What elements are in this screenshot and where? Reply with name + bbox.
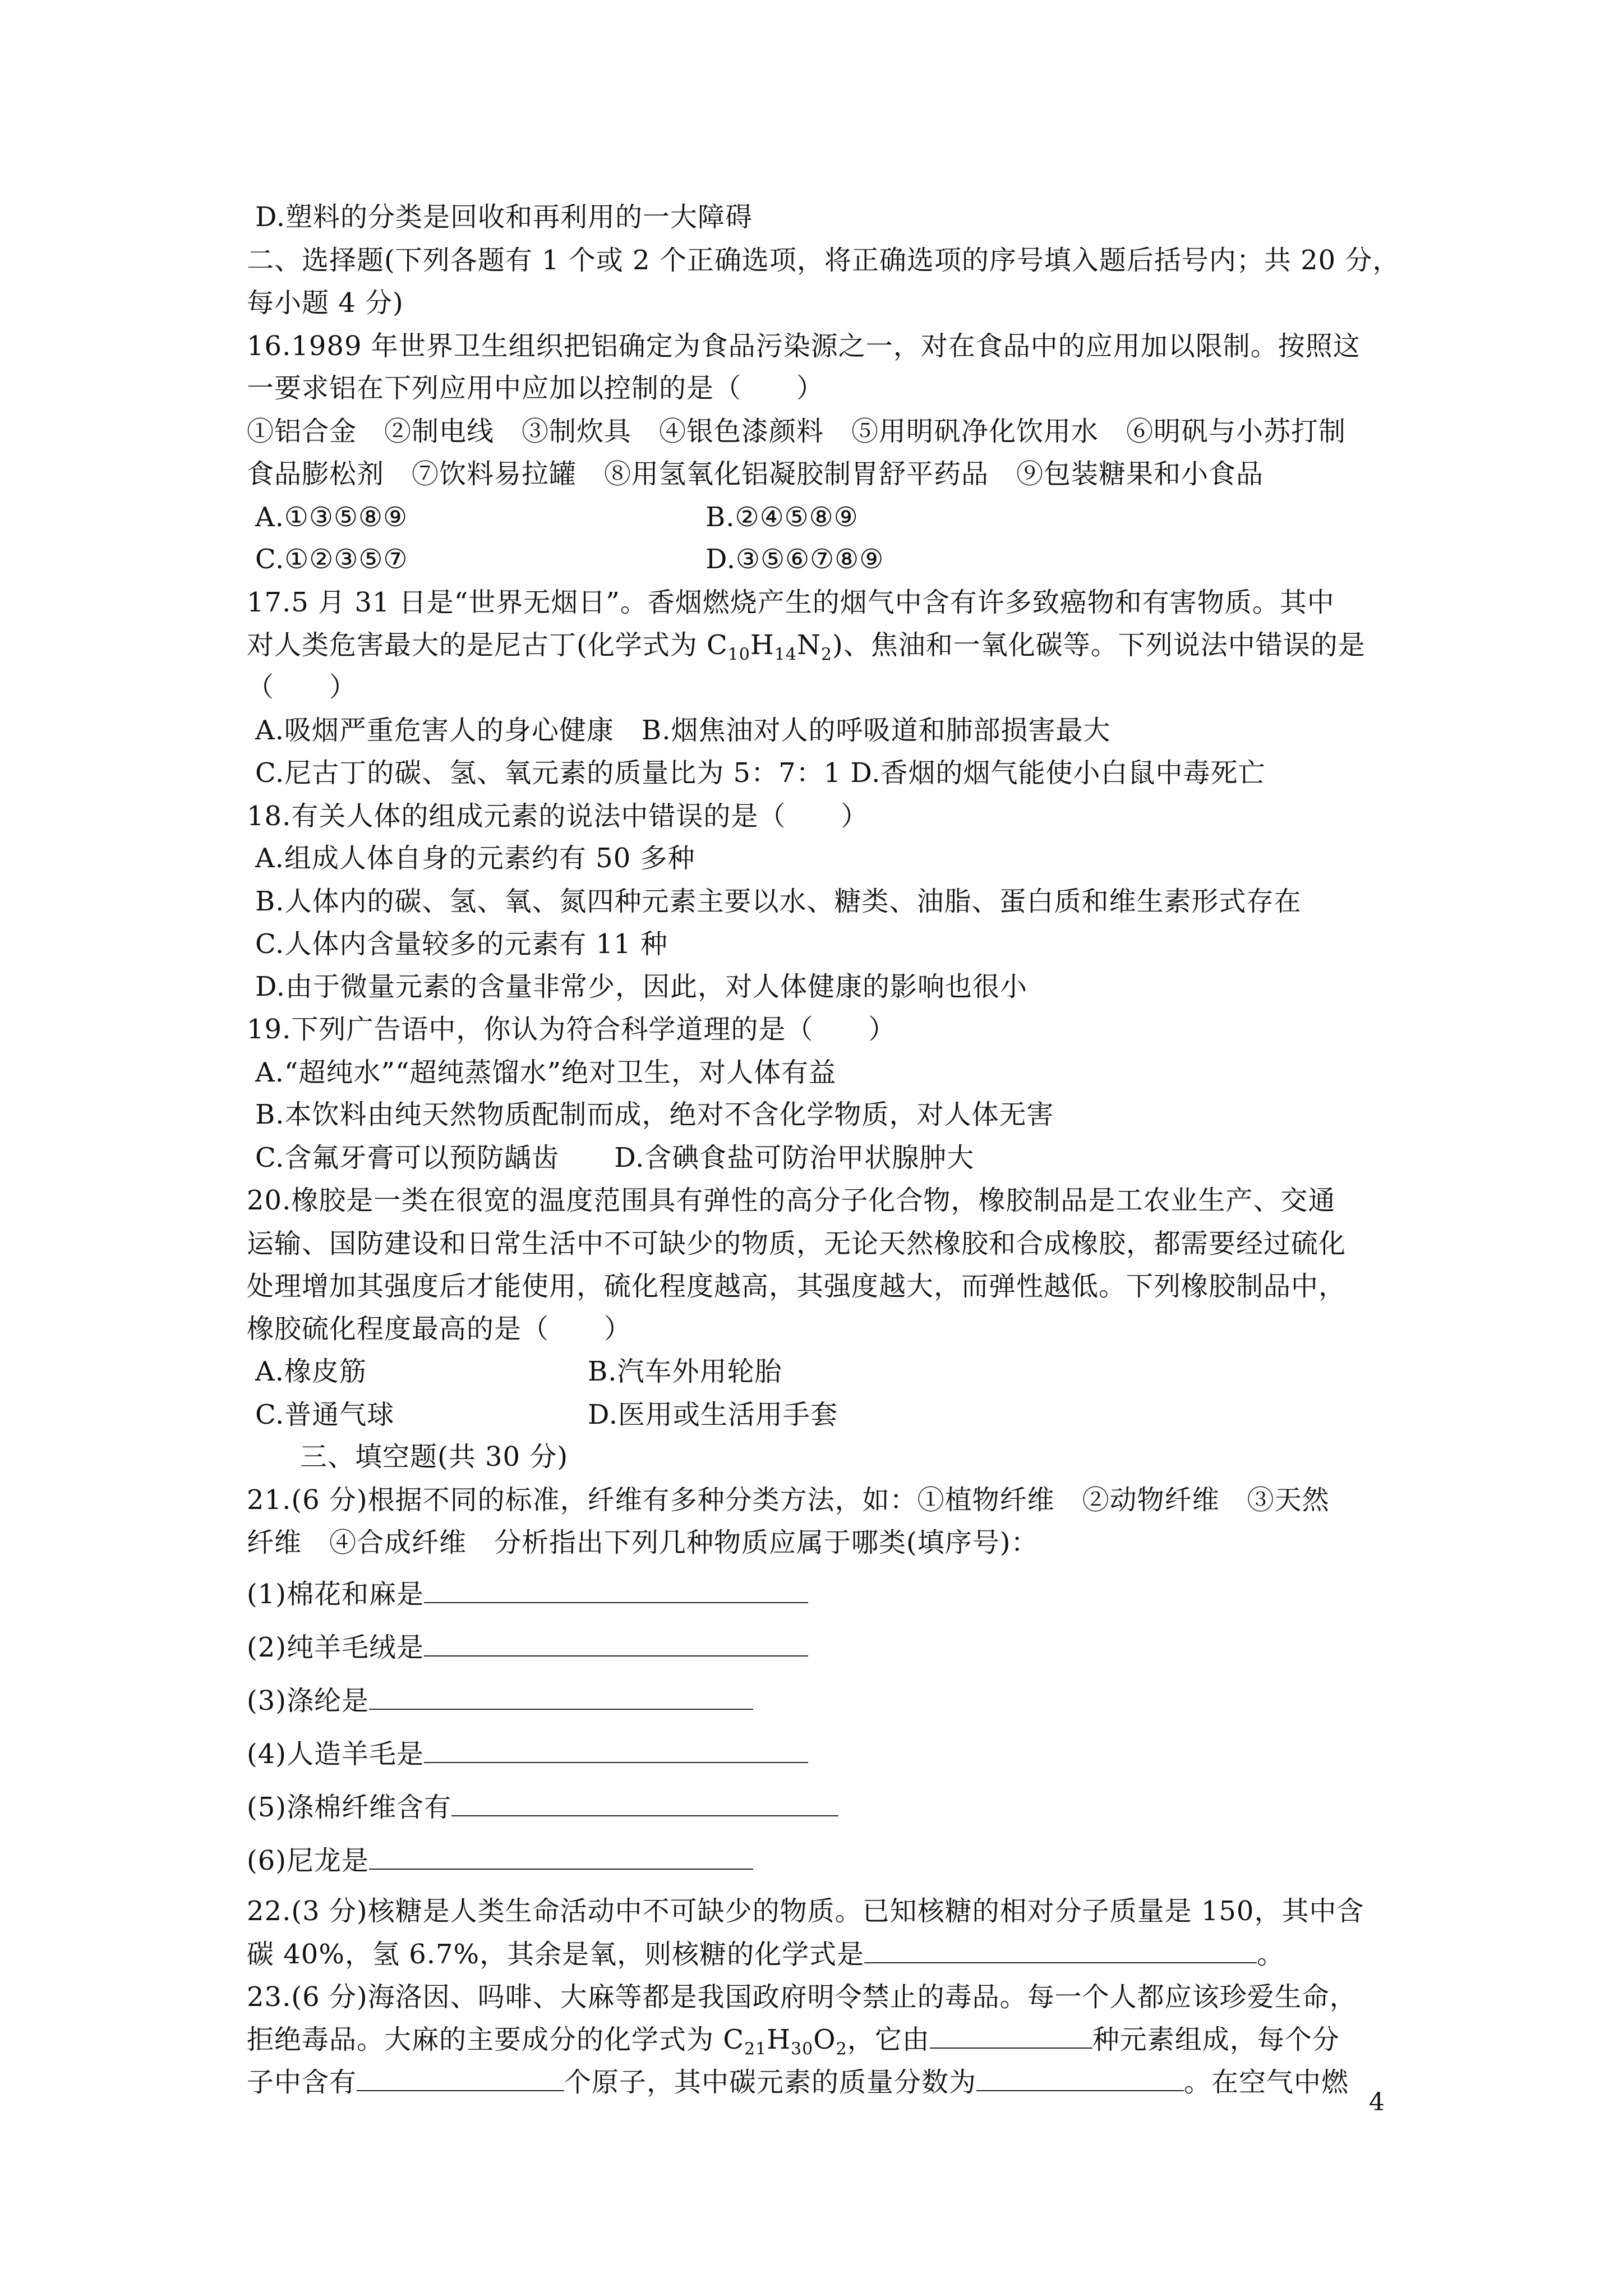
- q17-options-ab: [255, 712, 1110, 748]
- question-text: 22.(3 分)核糖是人类生命活动中不可缺少的物质。已知核糖的相对分子质量是 150，其中含: [247, 1895, 1364, 1927]
- subscript: 2: [836, 2039, 847, 2059]
- question-text: 16.1989 年世界卫生组织把铝确定为食品污染源之一，对在食品中的应用加以限制。按照这: [247, 330, 1361, 362]
- item-text: (5)涤棉纤维含有: [247, 1792, 451, 1823]
- answer-bracket: [247, 669, 357, 705]
- question-text: 21.(6 分)根据不同的标准，纤维有多种分类方法，如：①植物纤维 ②动物纤维 ③天然: [247, 1484, 1330, 1516]
- option-text: B.人体内的碳、氢、氧、氮四种元素主要以水、糖类、油脂、蛋白质和维生素形式存在: [255, 886, 1302, 917]
- question-21-cont: [247, 1525, 1038, 1561]
- formula-element: N: [796, 629, 821, 661]
- question-16: [247, 328, 1361, 364]
- option-text: C.人体内含量较多的元素有 11 种: [255, 928, 668, 960]
- answer-blank[interactable]: [357, 2067, 564, 2091]
- question-20-cont-2: [247, 1268, 1346, 1304]
- answer-bracket-text: （ ）: [247, 671, 357, 703]
- q21-item-4: [247, 1736, 808, 1772]
- option-text: A.组成人体自身的元素约有 50 多种: [255, 843, 695, 874]
- subscript: 10: [727, 645, 750, 665]
- formula-element: H: [767, 2024, 791, 2055]
- formula-element: H: [750, 629, 774, 661]
- option-d-line: [255, 199, 753, 235]
- q21-item-6: [247, 1843, 753, 1879]
- section-3-heading: [300, 1439, 568, 1475]
- question-text: 20.橡胶是一类在很宽的温度范围具有弹性的高分子化合物，橡胶制品是工农业生产、交通: [247, 1185, 1336, 1216]
- subscript: 30: [791, 2039, 814, 2059]
- q16-option-c: [255, 541, 408, 577]
- subscript: 14: [774, 645, 797, 665]
- q16-option-a: [255, 499, 408, 535]
- question-20-cont-3: [247, 1311, 631, 1347]
- question-18: [247, 798, 868, 834]
- question-text: 17.5 月 31 日是“世界无烟日”。香烟燃烧产生的烟气中含有许多致癌物和有害物质。其中: [247, 587, 1335, 618]
- option-text: C.尼古丁的碳、氢、氧元素的质量比为 5：7：1 D.香烟的烟气能使小白鼠中毒死亡: [255, 757, 1266, 789]
- q21-item-2: [247, 1630, 808, 1665]
- question-22-cont: [247, 1936, 1284, 1972]
- item-text: (4)人造羊毛是: [247, 1738, 424, 1770]
- q18-option-c: [255, 926, 668, 962]
- question-text: 处理增加其强度后才能使用，硫化程度越高，其强度越大，而弹性越低。下列橡胶制品中，: [247, 1271, 1347, 1302]
- item-text: (3)涤纶是: [247, 1685, 369, 1717]
- question-text: 子中含有: [247, 2067, 357, 2098]
- question-text: 。: [1257, 1939, 1285, 1970]
- q19-option-a: [255, 1055, 836, 1091]
- item-text: (6)尼龙是: [247, 1845, 369, 1876]
- question-16-items: [247, 413, 1346, 449]
- q16-option-b: [706, 499, 859, 535]
- question-text: 纤维 ④合成纤维 分析指出下列几种物质应属于哪类(填序号)：: [247, 1527, 1039, 1558]
- option-text: A.“超纯水”“超纯蒸馏水”绝对卫生，对人体有益: [255, 1057, 837, 1088]
- question-text: 19.下列广告语中，你认为符合科学道理的是（ ）: [247, 1014, 896, 1045]
- q20-option-d: [588, 1397, 838, 1433]
- question-20: [247, 1182, 1335, 1218]
- question-22: [247, 1893, 1364, 1929]
- question-text: 碳 40%，氢 6.7%，其余是氧，则核糖的化学式是: [247, 1939, 865, 1970]
- answer-blank[interactable]: [369, 1685, 753, 1710]
- answer-blank[interactable]: [864, 1939, 1257, 1963]
- subscript: 2: [820, 645, 833, 665]
- question-text: 18.有关人体的组成元素的说法中错误的是（ ）: [247, 800, 869, 832]
- q18-option-a: [255, 840, 695, 876]
- q21-item-1: [247, 1576, 808, 1612]
- section-2-heading: [247, 242, 1400, 278]
- option-text: D.由于微量元素的含量非常少，因此，对人体健康的影响也很小: [255, 971, 1028, 1002]
- question-19: [247, 1011, 896, 1047]
- q19-options-cd: [255, 1140, 974, 1176]
- item-text: (2)纯羊毛绒是: [247, 1632, 424, 1663]
- question-text: 一要求铝在下列应用中应加以控制的是（ ）: [247, 372, 824, 404]
- question-text: 。在空气中燃: [1184, 2067, 1349, 2098]
- answer-blank[interactable]: [930, 2024, 1092, 2049]
- section-heading-text: 二、选择题(下列各题有 1 个或 2 个正确选项，将正确选项的序号填入题后括号内；共 20 分，: [247, 245, 1400, 276]
- question-text: 运输、国防建设和日常生活中不可缺少的物质，无论天然橡胶和合成橡胶，都需要经过硫化: [247, 1228, 1347, 1259]
- option-text: B.②④⑤⑧⑨: [706, 501, 859, 533]
- q20-option-b: [588, 1354, 782, 1389]
- question-text: 食品膨松剂 ⑦饮料易拉罐 ⑧用氢氧化铝凝胶制胃舒平药品 ⑨包装糖果和小食品: [247, 458, 1264, 490]
- q18-option-b: [255, 884, 1302, 919]
- question-text: )、焦油和一氧化碳等。下列说法中错误的是: [832, 629, 1366, 661]
- answer-blank[interactable]: [976, 2067, 1184, 2091]
- option-text: A.橡皮筋: [255, 1356, 367, 1387]
- option-text: D.塑料的分类是回收和再利用的一大障碍: [255, 201, 753, 233]
- q17-options-cd: [255, 755, 1265, 791]
- section-2-heading-cont: [247, 285, 404, 321]
- option-text: D.医用或生活用手套: [588, 1399, 838, 1430]
- option-text: C.普通气球: [255, 1399, 395, 1430]
- q20-option-c: [255, 1397, 394, 1433]
- question-23: [247, 1979, 1357, 2015]
- question-text: 对人类危害最大的是尼古丁(化学式为 C: [247, 629, 728, 661]
- subscript: 21: [744, 2039, 767, 2059]
- item-text: (1)棉花和麻是: [247, 1579, 424, 1610]
- option-text: D.③⑤⑥⑦⑧⑨: [706, 544, 884, 575]
- question-17-cont: [247, 627, 1366, 663]
- question-23-cont-2: [247, 2064, 1349, 2100]
- q19-option-b: [255, 1097, 1054, 1133]
- answer-blank[interactable]: [369, 1845, 753, 1870]
- option-text: A.①③⑤⑧⑨: [255, 501, 408, 533]
- section-heading-text: 每小题 4 分): [247, 287, 404, 319]
- question-text: 种元素组成，每个分: [1092, 2024, 1340, 2055]
- question-23-cont: [247, 2022, 1340, 2058]
- option-text: A.吸烟严重危害人的身心健康 B.烟焦油对人的呼吸道和肺部损害最大: [255, 715, 1111, 746]
- page-number: 4: [1369, 2088, 1385, 2116]
- question-text: 23.(6 分)海洛因、吗啡、大麻等都是我国政府明令禁止的毒品。每一个人都应该珍爱生命，: [247, 1981, 1357, 2013]
- section-heading-text: 三、填空题(共 30 分): [300, 1441, 569, 1473]
- q21-item-5: [247, 1789, 838, 1825]
- answer-blank[interactable]: [424, 1579, 808, 1603]
- question-16-items-cont: [247, 456, 1264, 492]
- question-16-cont: [247, 370, 824, 406]
- q20-option-a: [255, 1354, 367, 1389]
- question-text: 橡胶硫化程度最高的是（ ）: [247, 1313, 632, 1345]
- q21-item-3: [247, 1683, 753, 1719]
- question-17: [247, 585, 1335, 620]
- answer-blank[interactable]: [424, 1738, 808, 1763]
- answer-blank[interactable]: [451, 1792, 838, 1816]
- question-text: ①铝合金 ②制电线 ③制炊具 ④银色漆颜料 ⑤用明矾净化饮用水 ⑥明矾与小苏打制: [247, 416, 1347, 447]
- option-text: C.含氟牙膏可以预防龋齿 D.含碘食盐可防治甲状腺肿大: [255, 1142, 975, 1174]
- formula-element: O: [813, 2024, 836, 2055]
- option-text: C.①②③⑤⑦: [255, 544, 408, 575]
- question-21: [247, 1482, 1330, 1518]
- q18-option-d: [255, 969, 1027, 1005]
- question-20-cont-1: [247, 1226, 1346, 1262]
- question-text: ，它由: [847, 2024, 930, 2055]
- question-text: 个原子，其中碳元素的质量分数为: [564, 2067, 977, 2098]
- option-text: B.汽车外用轮胎: [588, 1356, 782, 1387]
- question-text: 拒绝毒品。大麻的主要成分的化学式为 C: [247, 2024, 744, 2055]
- answer-blank[interactable]: [424, 1632, 808, 1657]
- option-text: B.本饮料由纯天然物质配制而成，绝对不含化学物质，对人体无害: [255, 1099, 1054, 1130]
- q16-option-d: [706, 541, 884, 577]
